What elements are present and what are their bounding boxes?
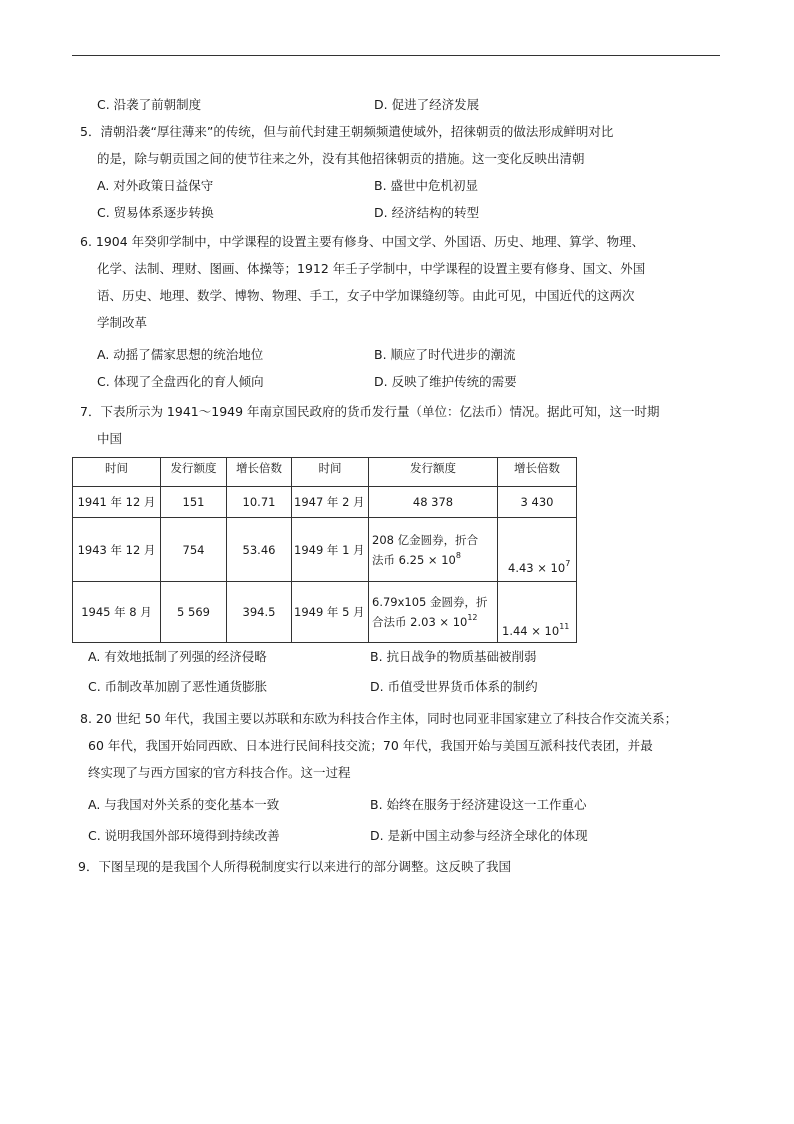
q7-option-a: A. 有效地抵制了列强的经济侵略	[88, 649, 267, 664]
table-cell-amount	[369, 582, 498, 643]
q6-stem-line-1: 6. 1904 年癸卯学制中，中学课程的设置主要有修身、中国文学、外国语、历史、地理、算学、物理、	[80, 234, 645, 249]
table-cell-time: 1949 年 5 月	[292, 582, 369, 643]
q7-option-b: B. 抗日战争的物质基础被削弱	[370, 649, 537, 664]
q8-option-a: A. 与我国对外关系的变化基本一致	[88, 797, 280, 812]
table-row	[73, 582, 577, 643]
table-cell-amount: 754	[161, 518, 227, 582]
amount-line-1: 6.79x105 金圆券，折	[372, 595, 488, 609]
table-header-cell: 时间	[73, 458, 161, 487]
q8-option-c: C. 说明我国外部环境得到持续改善	[88, 828, 280, 843]
q5-option-b: B. 盛世中危机初显	[374, 178, 479, 193]
amount-line-2	[372, 612, 497, 632]
amount-exponent: 12	[467, 613, 478, 622]
table-cell-time: 1941 年 12 月	[73, 487, 161, 518]
table-cell-time: 1947 年 2 月	[292, 487, 369, 518]
table-cell-growth: 3 430	[498, 487, 577, 518]
q6-option-c: C. 体现了全盘西化的育人倾向	[97, 374, 264, 389]
q6-option-a: A. 动摇了儒家思想的统治地位	[97, 347, 264, 362]
q7-option-d: D. 币值受世界货币体系的制约	[370, 679, 538, 694]
q5-stem-line-1: 5．清朝沿袭“厚往薄来”的传统，但与前代封建王朝频频遣使域外，招徕朝贡的做法形成鲜明对比	[80, 124, 614, 139]
q5-option-d: D. 经济结构的转型	[374, 205, 480, 220]
growth-base: 1.44 × 10	[502, 624, 560, 638]
q8-option-b: B. 始终在服务于经济建设这一工作重心	[370, 797, 587, 812]
amount-exponent: 8	[455, 550, 461, 560]
table-cell-amount	[369, 518, 498, 582]
growth-exponent: 7	[565, 559, 571, 568]
q8-stem-line-1: 8. 20 世纪 50 年代，我国主要以苏联和东欧为科技合作主体，同时也同亚非国家建立了科技合作交流关系；	[80, 711, 678, 726]
q4-option-d: D. 促进了经济发展	[374, 97, 480, 112]
q6-stem-line-3: 语、历史、地理、数学、博物、物理、手工，女子中学加课缝纫等。由此可见，中国近代的这两次	[97, 288, 635, 303]
q5-option-c: C. 贸易体系逐步转换	[97, 205, 214, 220]
header-rule	[72, 55, 720, 56]
table-row	[73, 487, 577, 518]
q7-option-c: C. 币制改革加剧了恶性通货膨胀	[88, 679, 268, 694]
table-row	[73, 518, 577, 582]
q5-option-a: A. 对外政策日益保守	[97, 178, 214, 193]
table-cell-amount: 48 378	[369, 487, 498, 518]
growth-base: 4.43 × 10	[508, 561, 566, 575]
table-cell-growth	[498, 518, 577, 582]
table-cell-growth: 10.71	[227, 487, 292, 518]
amount-base: 法币 6.25 × 10	[372, 552, 456, 567]
q9-stem-line-1: 9．下图呈现的是我国个人所得税制度实行以来进行的部分调整。这反映了我国	[78, 859, 511, 874]
q6-option-b: B. 顺应了时代进步的潮流	[374, 347, 516, 362]
table-cell-growth: 394.5	[227, 582, 292, 643]
growth-exponent: 11	[559, 622, 570, 631]
table-cell-time: 1949 年 1 月	[292, 518, 369, 582]
q4-option-c: C. 沿袭了前朝制度	[97, 97, 202, 112]
q8-option-d: D. 是新中国主动参与经济全球化的体现	[370, 828, 588, 843]
q8-stem-line-2: 60 年代，我国开始同西欧、日本进行民间科技交流；70 年代，我国开始与美国互派科技代表团，并最	[88, 738, 653, 753]
table-cell-time: 1945 年 8 月	[73, 582, 161, 643]
table-header-cell: 时间	[292, 458, 369, 487]
amount-line-1: 208 亿金圆券，折合	[372, 532, 479, 547]
q6-stem-line-4: 学制改革	[97, 315, 148, 330]
table-cell-time: 1943 年 12 月	[73, 518, 161, 582]
q8-stem-line-3: 终实现了与西方国家的官方科技合作。这一过程	[88, 765, 351, 780]
table-header-row	[73, 458, 577, 487]
table-cell-amount: 151	[161, 487, 227, 518]
currency-issuance-table	[72, 457, 577, 643]
table-cell-amount: 5 569	[161, 582, 227, 643]
table-cell-growth: 53.46	[227, 518, 292, 582]
table-cell-growth	[498, 582, 577, 643]
q6-stem-line-2: 化学、法制、理财、图画、体操等；1912 年壬子学制中，中学课程的设置主要有修身、国文、外国	[97, 261, 646, 276]
table-header-cell: 增长倍数	[498, 458, 577, 487]
amount-line-2	[372, 550, 497, 570]
q7-stem-line-1: 7．下表所示为 1941～1949 年南京国民政府的货币发行量（单位：亿法币）情况。据此可知，这一时期	[80, 404, 660, 419]
table-header-cell: 发行额度	[369, 458, 498, 487]
amount-base: 合法币 2.03 × 10	[372, 615, 468, 629]
table-header-cell: 发行额度	[161, 458, 227, 487]
q5-stem-line-2: 的是，除与朝贡国之间的使节往来之外，没有其他招徕朝贡的措施。这一变化反映出清朝	[97, 151, 585, 166]
q6-option-d: D. 反映了维护传统的需要	[374, 374, 517, 389]
table-header-cell: 增长倍数	[227, 458, 292, 487]
q7-stem-line-2: 中国	[97, 431, 123, 446]
